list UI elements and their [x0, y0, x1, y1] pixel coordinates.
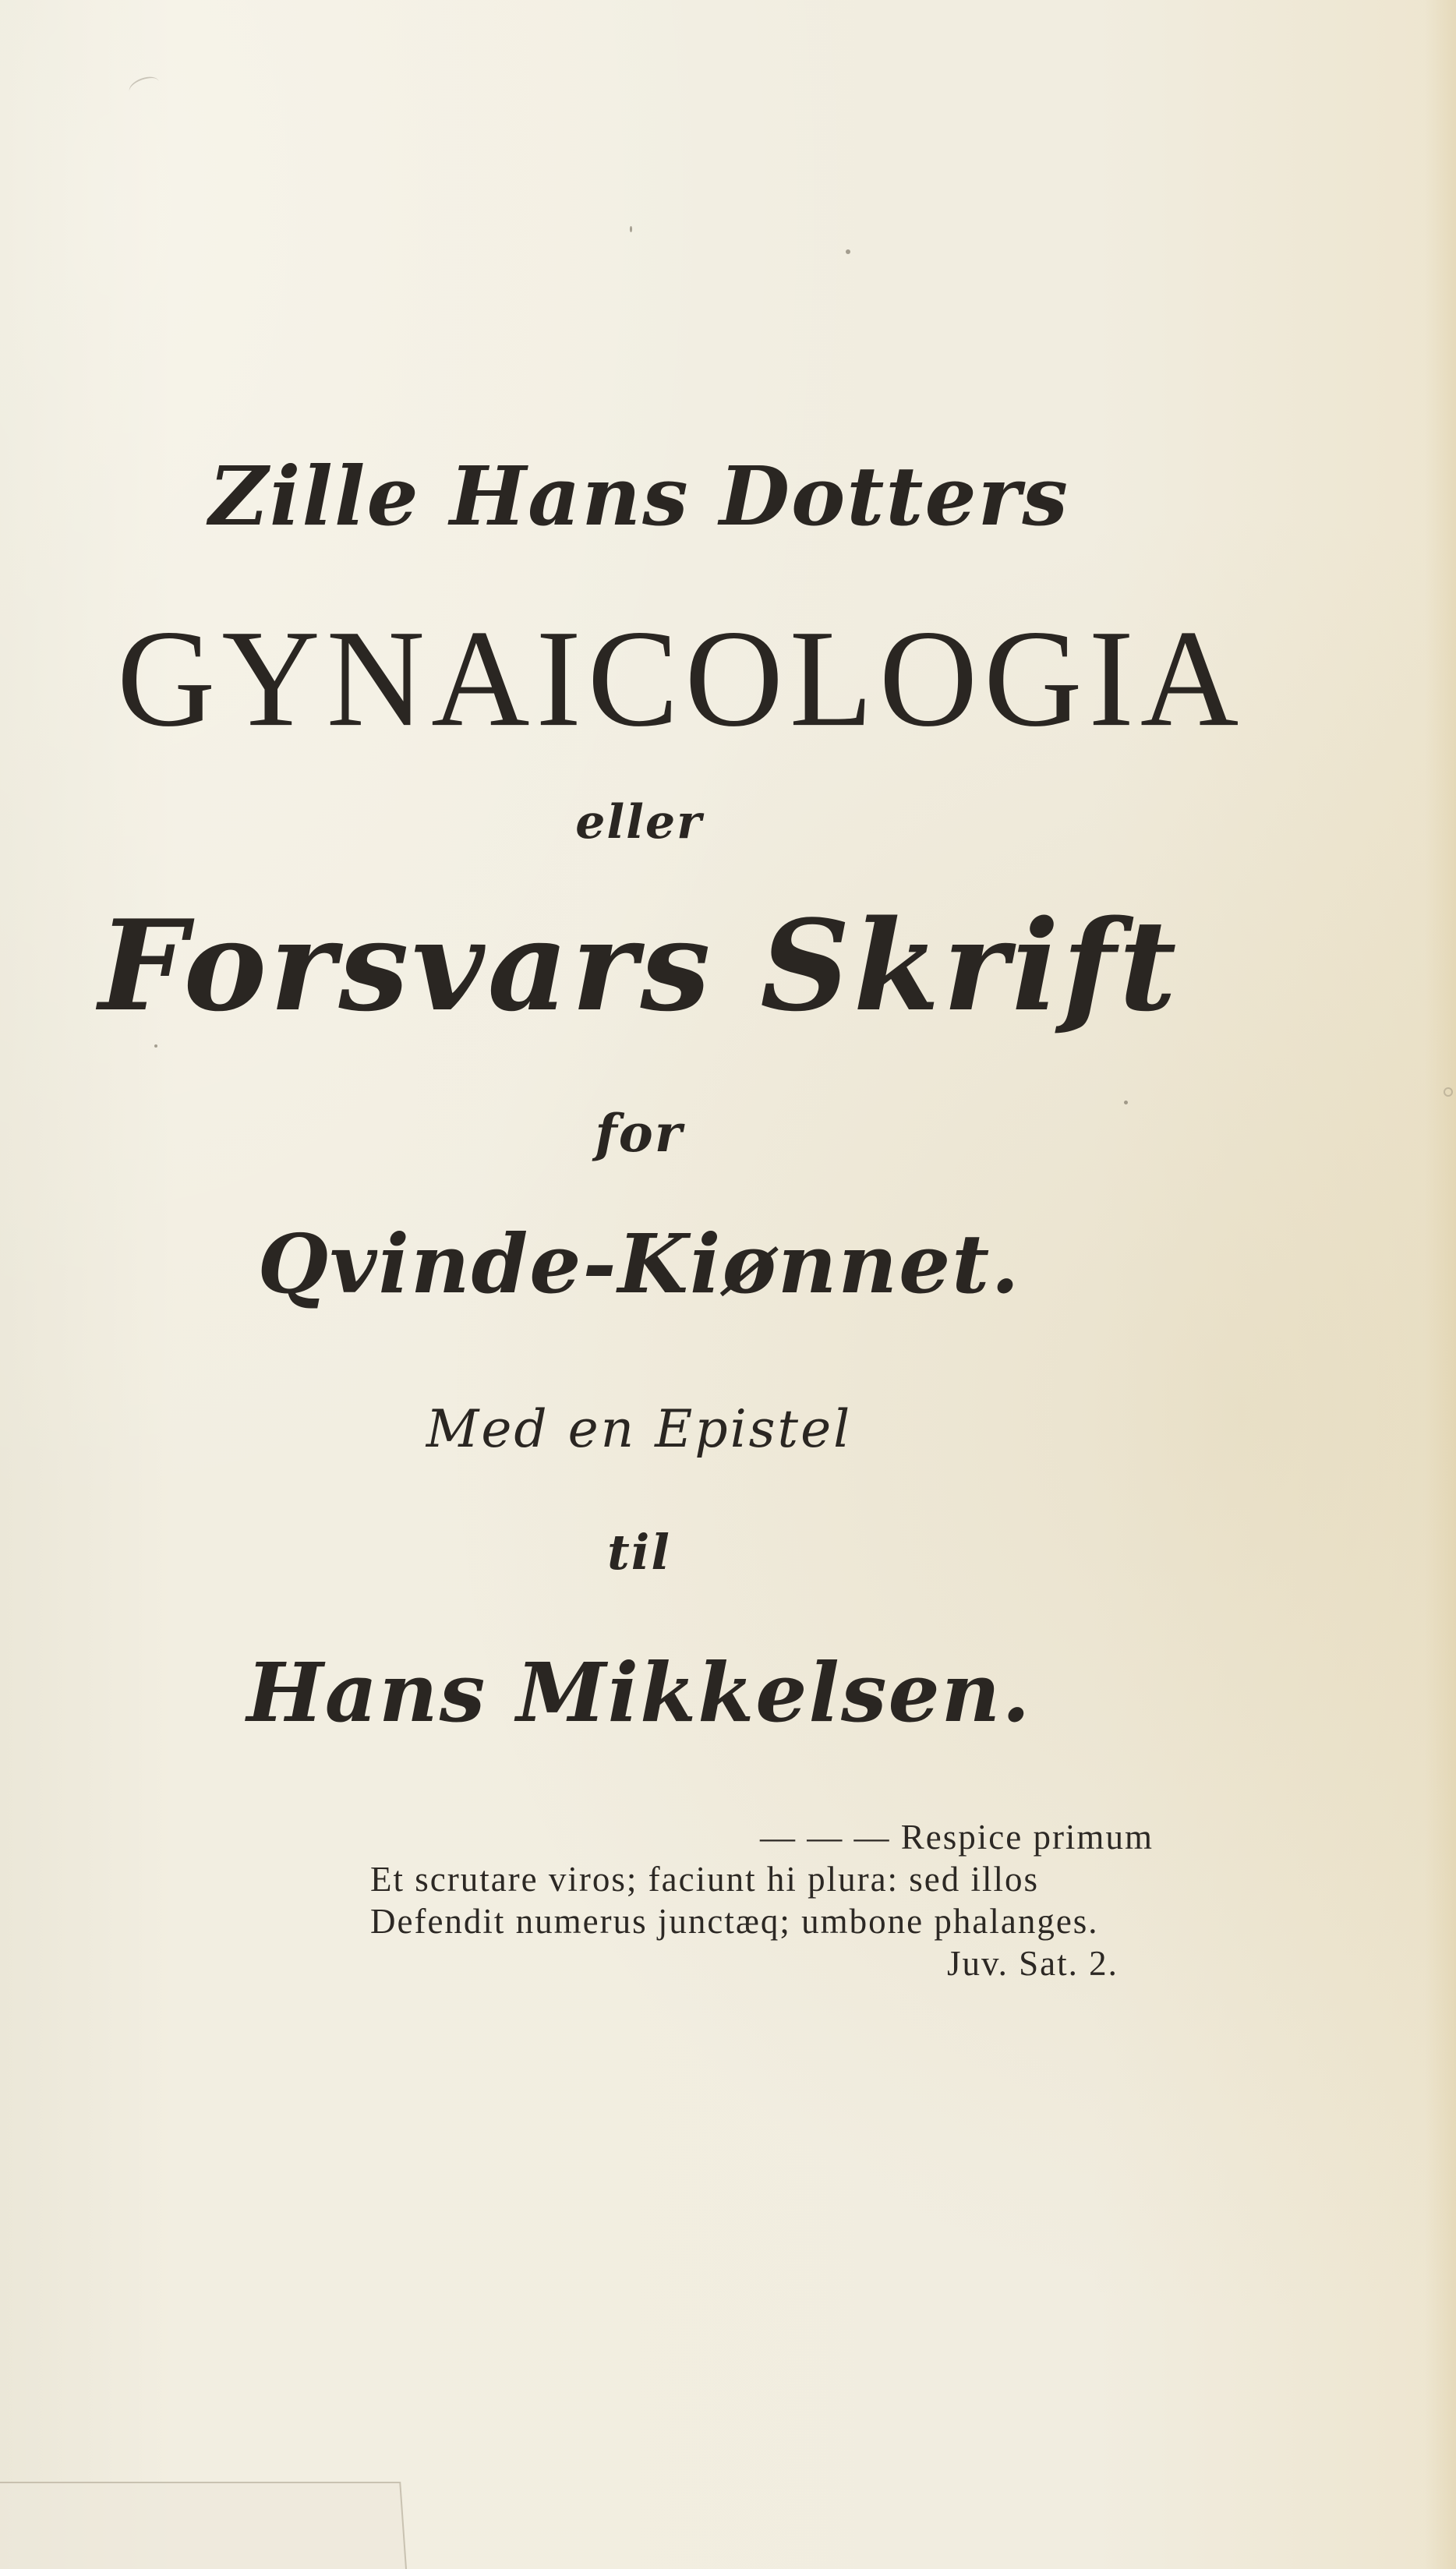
paper-fleck — [846, 249, 850, 254]
page-edge-shading — [1425, 0, 1456, 2569]
connector-eller: eller — [575, 795, 703, 850]
connector-til: til — [607, 1524, 671, 1581]
epigraph-line-2: Et scrutare viros; faciunt hi plura: sed illos — [370, 1860, 1040, 1899]
paper-fleck — [630, 226, 632, 232]
paper-fleck — [154, 1044, 157, 1048]
subtitle: Forsvars Skrift — [98, 892, 1180, 1039]
author-line: Zille Hans Dotters — [209, 448, 1069, 544]
epigraph-line-1: — — — Respice primum — [760, 1818, 1154, 1857]
epistle-line: Med en Epistel — [426, 1399, 853, 1459]
paper-fleck — [1444, 1087, 1453, 1097]
paper-corner-tab — [0, 2482, 407, 2569]
subject-line: Qvinde-Kiønnet. — [257, 1216, 1021, 1312]
paper-fleck — [1124, 1101, 1128, 1104]
main-title: GYNAICOLOGIA — [117, 601, 1246, 755]
epigraph-line-3: Defendit numerus junctæq; umbone phalanges. — [370, 1902, 1099, 1941]
connector-for: for — [595, 1103, 684, 1164]
epigraph — [370, 1816, 1267, 1984]
epigraph-citation: Juv. Sat. 2. — [947, 1944, 1119, 1983]
pencil-mark — [126, 73, 161, 100]
addressee-line: Hans Mikkelsen. — [246, 1645, 1032, 1740]
